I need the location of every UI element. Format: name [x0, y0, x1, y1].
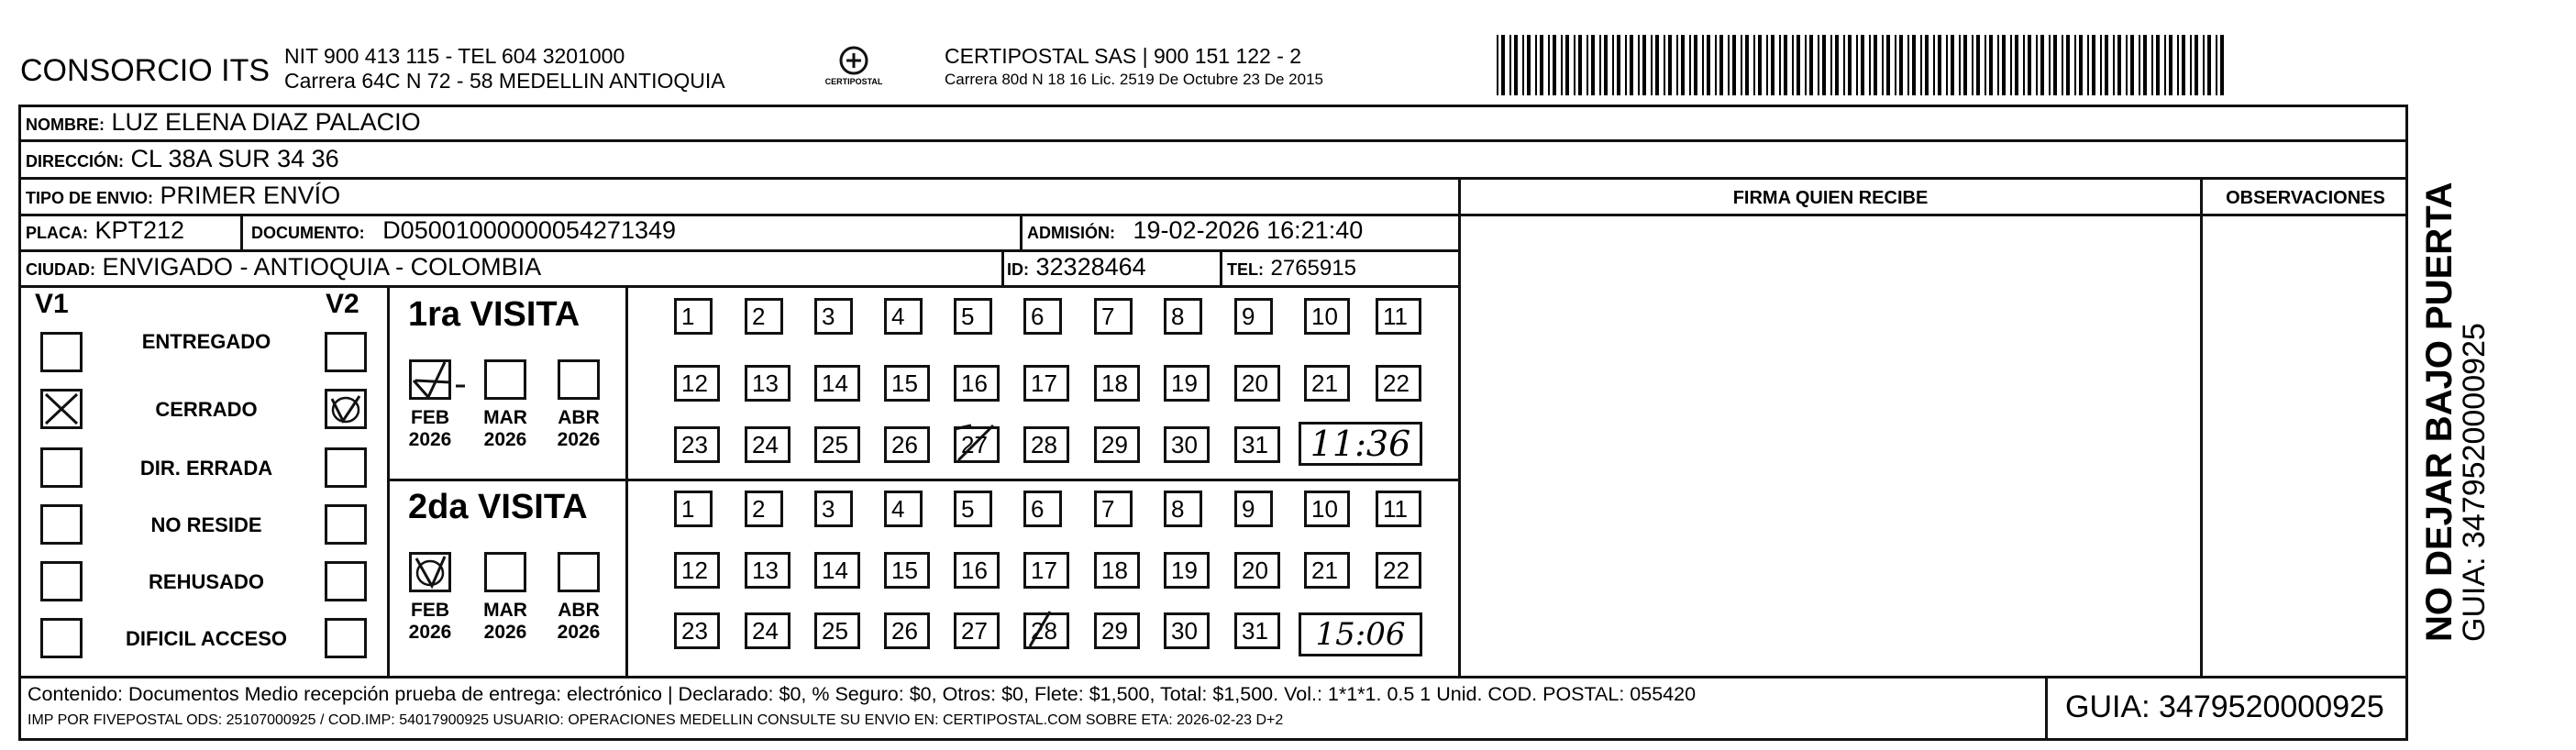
direccion-label: DIRECCIÓN: [26, 152, 124, 171]
barcode-bar [1565, 35, 1569, 95]
barcode-bar [2036, 35, 2038, 95]
barcode-bar [1745, 35, 1749, 95]
barcode-bar [1997, 35, 1999, 95]
v1-header: V1 [35, 289, 69, 319]
barcode-bar [1651, 35, 1653, 95]
divider [18, 285, 1458, 288]
barcode-bar [2177, 35, 2179, 95]
barcode-bar [1578, 35, 1582, 95]
day-box[interactable]: 29 [1094, 612, 1140, 649]
barcode-bar [2074, 35, 2076, 95]
day-box[interactable]: 30 [1164, 612, 1210, 649]
day-box[interactable]: 16 [954, 365, 1000, 402]
month-name: MAR [483, 600, 527, 621]
ciudad-label: CIUDAD: [26, 260, 95, 279]
day-box[interactable]: 9 [1234, 491, 1273, 527]
day-box[interactable]: 13 [745, 365, 790, 402]
barcode-bar [1989, 35, 1993, 95]
documento-field [251, 216, 676, 245]
barcode-bar [1792, 35, 1794, 95]
status-label: REHUSADO [149, 570, 264, 593]
day-box[interactable]: 9 [1234, 298, 1273, 335]
day-box[interactable]: 25 [814, 612, 860, 649]
barcode-bar [2195, 35, 2198, 95]
tel-field [1227, 253, 1356, 281]
admision-label: ADMISIÓN: [1027, 224, 1115, 242]
status-v1-checkbox[interactable] [40, 389, 83, 429]
divider [18, 676, 2408, 678]
barcode-bar [1835, 35, 1839, 95]
direccion-value: CL 38A SUR 34 36 [130, 145, 339, 172]
day-box[interactable]: 8 [1164, 298, 1202, 335]
day-box[interactable]: 4 [884, 491, 923, 527]
day-box[interactable]: 24 [745, 612, 790, 649]
barcode-bar [1882, 35, 1884, 95]
barcode-bar [1933, 35, 1935, 95]
day-box[interactable]: 17 [1023, 552, 1069, 589]
divider [240, 214, 243, 249]
day-box[interactable]: 28 [1023, 426, 1069, 463]
barcode-bar [2040, 35, 2044, 95]
second-visit-time: 15:06 [1299, 612, 1422, 656]
status-v2-checkbox[interactable] [325, 332, 367, 372]
barcode-bar [2190, 35, 2192, 95]
divider [18, 177, 2408, 180]
barcode-bar [1681, 35, 1685, 95]
day-box[interactable]: 1 [674, 491, 713, 527]
barcode-bar [1522, 35, 1524, 95]
status-v2-checkbox[interactable] [325, 561, 367, 601]
barcode-bar [1630, 35, 1633, 95]
tipo-envio-field [26, 182, 340, 210]
barcode-bar [1912, 35, 1916, 95]
admision-field [1027, 216, 1363, 245]
barcode-bar [2139, 35, 2140, 95]
divider [1220, 249, 1222, 285]
barcode-bar [1771, 35, 1774, 95]
barcode-bar [2002, 35, 2006, 95]
certipostal-logo [821, 42, 887, 95]
barcode-bar [2151, 35, 2153, 95]
month-year: 2026 [483, 622, 527, 643]
day-box[interactable]: 14 [814, 552, 860, 589]
divider [18, 139, 2408, 142]
month-label [400, 600, 460, 644]
divider [387, 479, 1458, 481]
first-visit-time: 11:36 [1299, 422, 1422, 466]
barcode-bar [1642, 35, 1646, 95]
barcode-bar [1741, 35, 1742, 95]
day-box[interactable]: 15 [884, 552, 930, 589]
month-name: ABR [558, 407, 600, 428]
barcode-bar [1895, 35, 1896, 95]
firma-header: FIRMA QUIEN RECIBE [1732, 188, 1929, 208]
day-box[interactable]: 19 [1164, 365, 1210, 402]
barcode-bar [1715, 35, 1717, 95]
month-label [548, 600, 609, 644]
company-nit: NIT 900 413 115 - TEL 604 3201000 [284, 44, 625, 68]
barcode-bar [1702, 35, 1704, 95]
certipostal-license: Carrera 80d N 18 16 Lic. 2519 De Octubre 23 De 2015 [945, 71, 1323, 88]
barcode-bar [1719, 35, 1723, 95]
day-box[interactable]: 6 [1023, 491, 1062, 527]
day-box[interactable]: 11 [1376, 491, 1421, 527]
month-year: 2026 [557, 429, 601, 450]
month-year: 2026 [483, 429, 527, 450]
status-label: DIR. ERRADA [139, 457, 273, 480]
day-box[interactable]: 10 [1304, 298, 1350, 335]
barcode-bar [2203, 35, 2205, 95]
barcode-bar [2100, 35, 2102, 95]
day-box[interactable]: 23 [674, 612, 720, 649]
day-box[interactable]: 2 [745, 491, 783, 527]
day-box[interactable]: 11 [1376, 298, 1421, 335]
day-box[interactable]: 22 [1376, 365, 1421, 402]
month-year: 2026 [408, 622, 452, 643]
barcode-bar [2062, 35, 2063, 95]
divider [2200, 177, 2203, 676]
month-year: 2026 [408, 429, 452, 450]
day-box[interactable]: 30 [1164, 426, 1210, 463]
day-box[interactable]: 16 [954, 552, 1000, 589]
barcode-bar [1856, 35, 1858, 95]
day-box[interactable]: 27 [954, 426, 1000, 463]
company-address: Carrera 64C N 72 - 58 MEDELLIN ANTIOQUIA [284, 69, 725, 93]
tipo-envio-label: TIPO DE ENVIO: [26, 189, 154, 207]
barcode-bar [1732, 35, 1736, 95]
day-box[interactable]: 10 [1304, 491, 1350, 527]
barcode-bar [1797, 35, 1800, 95]
barcode-bar [1612, 35, 1614, 95]
month-checkbox[interactable] [558, 552, 600, 592]
barcode-bar [2143, 35, 2147, 95]
ciudad-value: ENVIGADO - ANTIOQUIA - COLOMBIA [102, 253, 542, 281]
divider [1020, 214, 1023, 249]
barcode-bar [1527, 35, 1531, 95]
barcode-bar [2092, 35, 2095, 95]
day-box[interactable]: 31 [1234, 426, 1280, 463]
barcode-bar [2182, 35, 2185, 95]
divider [1001, 249, 1004, 285]
placa-field [26, 216, 184, 245]
barcode-bar [1766, 35, 1768, 95]
status-label: DIFICIL ACCESO [125, 627, 287, 650]
barcode-bar [2216, 35, 2217, 95]
footer-guia: GUIA: 3479520000925 [2065, 689, 2384, 724]
barcode-bar [1848, 35, 1852, 95]
barcode-bar [1728, 35, 1730, 95]
barcode-bar [1805, 35, 1807, 95]
day-box[interactable]: 20 [1234, 365, 1280, 402]
barcode-bar [1818, 35, 1819, 95]
day-box[interactable]: 13 [745, 552, 790, 589]
status-v2-checkbox[interactable] [325, 504, 367, 545]
barcode-bar [2028, 35, 2031, 95]
barcode-bar [1886, 35, 1890, 95]
status-v1-checkbox[interactable] [40, 504, 83, 545]
divider [1458, 177, 1461, 676]
day-box[interactable]: 14 [814, 365, 860, 402]
day-box[interactable]: 22 [1376, 552, 1421, 589]
month-name: FEB [411, 407, 449, 428]
day-box[interactable]: 8 [1164, 491, 1202, 527]
documento-value: D05001000000054271349 [382, 216, 677, 244]
status-v2-checkbox[interactable] [325, 447, 367, 488]
barcode-bar [2130, 35, 2134, 95]
id-value: 32328464 [1035, 253, 1146, 281]
day-box[interactable]: 21 [1304, 552, 1350, 589]
barcode-bar [1976, 35, 1980, 95]
tipo-envio-value: PRIMER ENVÍO [160, 182, 341, 209]
barcode-bar [1938, 35, 1941, 95]
barcode-bar [1540, 35, 1543, 95]
barcode-bar [1587, 35, 1588, 95]
day-box[interactable]: 20 [1234, 552, 1280, 589]
day-box[interactable]: 15 [884, 365, 930, 402]
barcode-bar [1869, 35, 1871, 95]
barcode-bar [2010, 35, 2012, 95]
barcode-bar [1899, 35, 1903, 95]
status-v2-checkbox[interactable] [325, 389, 367, 429]
day-box[interactable]: 28 [1023, 612, 1069, 649]
day-box[interactable]: 12 [674, 365, 720, 402]
day-box[interactable]: 5 [954, 491, 992, 527]
tel-label: TEL: [1227, 260, 1264, 279]
barcode-bar [1985, 35, 1986, 95]
day-box[interactable]: 19 [1164, 552, 1210, 589]
barcode-bar [2023, 35, 2025, 95]
barcode-bar [2066, 35, 2070, 95]
logo-text: CERTIPOSTAL [824, 77, 883, 86]
month-checkbox[interactable] [558, 359, 600, 400]
barcode-bar [1963, 35, 1967, 95]
day-box[interactable]: 1 [674, 298, 713, 335]
day-box[interactable]: 24 [745, 426, 790, 463]
barcode-bar [1874, 35, 1877, 95]
status-label: ENTREGADO [141, 330, 271, 353]
barcode-bar [2105, 35, 2108, 95]
barcode [1497, 35, 2224, 95]
barcode-bar [2049, 35, 2051, 95]
no-dejar-bajo-puerta: NO DEJAR BAJO PUERTA [2419, 182, 2460, 642]
barcode-bar [2169, 35, 2172, 95]
admision-value: 19-02-2026 16:21:40 [1133, 216, 1364, 244]
month-checkbox[interactable] [484, 359, 526, 400]
barcode-bar [2079, 35, 2083, 95]
day-box[interactable]: 23 [674, 426, 720, 463]
tel-value: 2765915 [1270, 256, 1356, 281]
day-box[interactable]: 3 [814, 491, 853, 527]
direccion-field [26, 145, 339, 173]
barcode-bar [1604, 35, 1608, 95]
day-box[interactable]: 18 [1094, 552, 1140, 589]
barcode-bar [1951, 35, 1954, 95]
barcode-bar [1694, 35, 1697, 95]
month-name: ABR [558, 600, 600, 621]
month-name: FEB [411, 600, 449, 621]
barcode-bar [2087, 35, 2089, 95]
day-box[interactable]: 7 [1094, 491, 1133, 527]
day-box[interactable]: 18 [1094, 365, 1140, 402]
barcode-bar [1625, 35, 1627, 95]
status-v1-checkbox[interactable] [40, 447, 83, 488]
barcode-bar [1514, 35, 1518, 95]
documento-label: DOCUMENTO: [251, 224, 365, 242]
barcode-bar [1553, 35, 1556, 95]
placa-value: KPT212 [94, 216, 185, 244]
day-box[interactable]: 5 [954, 298, 992, 335]
barcode-bar [1830, 35, 1832, 95]
certipostal-info: CERTIPOSTAL SAS | 900 151 122 - 2 [945, 44, 1302, 68]
barcode-bar [1548, 35, 1550, 95]
barcode-bar [1784, 35, 1787, 95]
ciudad-field [26, 253, 541, 281]
side-text [2419, 128, 2502, 642]
side-guia: GUIA: 3479520000925 [2457, 323, 2492, 642]
contenido-text: Contenido: Documentos Medio recepción prueba de entrega: electrónico | Declarado: $0, % Seguro: $0, Otros: $0, Flete: $1,500, Total: $1,500. Vol.: 1*1*1. 0.5 1 Unid. COD. POSTAL: 055420 [28, 683, 1697, 705]
barcode-bar [2126, 35, 2128, 95]
day-box[interactable]: 7 [1094, 298, 1133, 335]
day-box[interactable]: 12 [674, 552, 720, 589]
imp-text: IMP POR FIVEPOSTAL ODS: 25107000925 / COD.IMP: 54017900925 USUARIO: OPERACIONES MEDELLIN CONSULTE SU ENVIO EN: CERTIPOSTAL.COM SOBRE ETA: 2026-02-23 D+2 [28, 712, 1284, 728]
barcode-bar [2053, 35, 2057, 95]
barcode-bar [1617, 35, 1620, 95]
day-box[interactable]: 6 [1023, 298, 1062, 335]
barcode-bar [2015, 35, 2018, 95]
day-box[interactable]: 27 [954, 612, 1000, 649]
barcode-bar [1676, 35, 1678, 95]
day-box[interactable]: 26 [884, 612, 930, 649]
day-box[interactable]: 31 [1234, 612, 1280, 649]
v2-header: V2 [326, 289, 359, 319]
barcode-bar [1822, 35, 1826, 95]
day-box[interactable]: 29 [1094, 426, 1140, 463]
month-label [548, 407, 609, 451]
barcode-bar [1758, 35, 1762, 95]
barcode-bar [1843, 35, 1845, 95]
divider [18, 249, 1458, 252]
barcode-bar [1689, 35, 1691, 95]
barcode-bar [1664, 35, 1665, 95]
barcode-bar [1535, 35, 1537, 95]
status-v1-checkbox[interactable] [40, 618, 83, 658]
barcode-bar [1753, 35, 1755, 95]
barcode-bar [2164, 35, 2166, 95]
nombre-field [26, 108, 421, 137]
barcode-bar [1509, 35, 1511, 95]
company-name: CONSORCIO ITS [20, 53, 271, 88]
barcode-bar [1925, 35, 1929, 95]
observaciones-header: OBSERVACIONES [2226, 188, 2385, 208]
barcode-bar [1599, 35, 1601, 95]
status-v1-checkbox[interactable] [40, 332, 83, 372]
barcode-bar [1668, 35, 1672, 95]
id-field [1007, 253, 1146, 281]
barcode-bar [1501, 35, 1505, 95]
barcode-bar [1779, 35, 1781, 95]
placa-label: PLACA: [26, 224, 88, 242]
month-label [475, 407, 536, 451]
barcode-bar [2117, 35, 2121, 95]
barcode-bar [1972, 35, 1973, 95]
first-visit-title: 1ra VISITA [408, 295, 580, 334]
status-label: CERRADO [155, 398, 258, 421]
barcode-bar [1907, 35, 1909, 95]
divider [2045, 676, 2048, 741]
barcode-bar [1861, 35, 1864, 95]
month-label [475, 600, 536, 644]
nombre-value: LUZ ELENA DIAZ PALACIO [111, 108, 421, 136]
barcode-bar [1591, 35, 1595, 95]
barcode-bar [1920, 35, 1922, 95]
barcode-bar [2156, 35, 2160, 95]
status-v1-checkbox[interactable] [40, 561, 83, 601]
day-box[interactable]: 25 [814, 426, 860, 463]
day-box[interactable]: 2 [745, 298, 783, 335]
month-year: 2026 [557, 622, 601, 643]
barcode-bar [1707, 35, 1710, 95]
id-label: ID: [1007, 260, 1029, 279]
barcode-bar [1946, 35, 1948, 95]
status-label: NO RESIDE [150, 513, 262, 536]
nombre-label: NOMBRE: [26, 116, 105, 134]
barcode-bar [1561, 35, 1563, 95]
month-label [400, 407, 460, 451]
status-v2-checkbox[interactable] [325, 618, 367, 658]
barcode-bar [1638, 35, 1640, 95]
day-box[interactable]: 21 [1304, 365, 1350, 402]
second-visit-title: 2da VISITA [408, 488, 588, 526]
day-box[interactable]: 3 [814, 298, 853, 335]
barcode-bar [1497, 35, 1498, 95]
barcode-bar [2113, 35, 2115, 95]
month-checkbox[interactable] [409, 552, 451, 592]
day-box[interactable]: 26 [884, 426, 930, 463]
barcode-bar [1574, 35, 1575, 95]
day-box[interactable]: 17 [1023, 365, 1069, 402]
barcode-bar [1809, 35, 1813, 95]
month-checkbox[interactable] [409, 359, 451, 400]
barcode-bar [2207, 35, 2211, 95]
barcode-bar [1655, 35, 1659, 95]
barcode-bar [1959, 35, 1961, 95]
month-name: MAR [483, 407, 527, 428]
barcode-bar [2220, 35, 2224, 95]
month-checkbox[interactable] [484, 552, 526, 592]
day-box[interactable]: 4 [884, 298, 923, 335]
